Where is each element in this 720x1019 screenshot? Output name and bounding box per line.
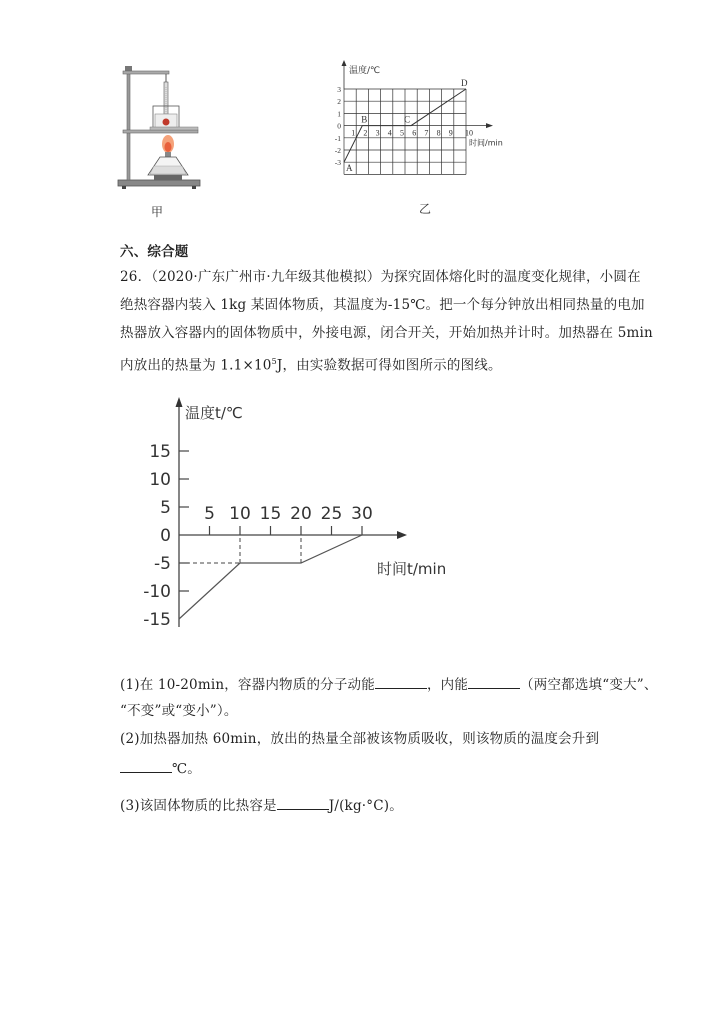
y-axis-label: 温度/℃ bbox=[349, 66, 381, 76]
x-axis-label: 时间t/min bbox=[377, 560, 447, 578]
x-tick-label: 15 bbox=[259, 504, 282, 524]
point-label: D bbox=[461, 78, 468, 88]
x-tick-label: 4 bbox=[387, 128, 392, 138]
q3-text-a: (3)该固体物质的比热容是 bbox=[120, 798, 277, 814]
x-tick-label: 10 bbox=[229, 504, 251, 524]
y-tick-label: 3 bbox=[337, 85, 341, 94]
x-tick-label: 10 bbox=[465, 128, 473, 138]
question-line-4-b: J，由实验数据可得如图所示的图线。 bbox=[276, 357, 502, 374]
y-tick-label: 1 bbox=[337, 109, 341, 119]
x-axis-arrow-icon bbox=[397, 531, 407, 539]
x-tick-label: 30 bbox=[351, 504, 373, 524]
y-axis-arrow-icon bbox=[176, 397, 183, 407]
y-tick-label: 0 bbox=[160, 526, 171, 546]
question-line-2: 绝热容器内装入 1kg 某固体物质，其温度为-15℃。把一个每分钟放出相同热量的电加 bbox=[120, 297, 645, 313]
x-tick-label: 8 bbox=[436, 128, 441, 138]
x-tick-label: 25 bbox=[320, 504, 343, 524]
point-label: A bbox=[346, 163, 353, 174]
x-tick-label: 1 bbox=[351, 128, 356, 138]
subquestion-3 bbox=[120, 797, 403, 814]
y-axis-arrow-icon bbox=[342, 60, 347, 66]
subquestion-1 bbox=[120, 676, 658, 693]
point-label: C bbox=[404, 114, 411, 125]
y-tick-label: -3 bbox=[334, 158, 341, 168]
y-tick-label: 5 bbox=[160, 498, 171, 518]
q1-text-b: ，内能 bbox=[426, 677, 469, 693]
x-tick-label: 7 bbox=[424, 128, 429, 138]
section-heading: 六、综合题 bbox=[120, 244, 189, 260]
x-tick-label: 5 bbox=[204, 504, 215, 524]
point-label: B bbox=[361, 114, 368, 125]
answer-blank-1[interactable] bbox=[375, 676, 427, 689]
y-tick-label: 2 bbox=[337, 97, 341, 107]
y-tick-label: 15 bbox=[149, 442, 171, 462]
x-tick-label: 20 bbox=[290, 504, 312, 524]
q1-text-a: (1)在 10-20min，容器内物质的分子动能 bbox=[120, 677, 375, 693]
question-line-4-a: 内放出的热量为 1.1×10 bbox=[120, 357, 272, 374]
question-line-4 bbox=[120, 354, 502, 374]
x-tick-label: 9 bbox=[448, 128, 453, 138]
q2-unit: ℃。 bbox=[172, 761, 202, 777]
chart-yi bbox=[332, 58, 522, 188]
heating-apparatus-figure bbox=[110, 62, 210, 192]
y-axis-label: 温度t/℃ bbox=[185, 404, 243, 422]
y-tick-label: -10 bbox=[143, 582, 171, 602]
y-tick-label: 10 bbox=[149, 470, 171, 490]
y-tick-label: -2 bbox=[334, 146, 341, 155]
exponent: 5 bbox=[271, 357, 277, 366]
subquestion-2: (2)加热器加热 60min，放出的热量全部被该物质吸收，则该物质的温度会升到 bbox=[120, 731, 600, 747]
answer-blank-3[interactable] bbox=[120, 760, 172, 773]
x-tick-label: 5 bbox=[400, 128, 404, 138]
x-axis-label: 时间/min bbox=[469, 138, 503, 148]
y-tick-label: -1 bbox=[334, 133, 341, 143]
series-line bbox=[179, 535, 362, 619]
x-tick-label: 2 bbox=[363, 128, 368, 138]
subquestion-1-line-2: “不变”或“变小”）。 bbox=[120, 703, 238, 719]
question-line-1: 26．（2020·广东广州市·九年级其他模拟）为探究固体熔化时的温度变化规律，小圆在 bbox=[120, 269, 641, 285]
answer-blank-4[interactable] bbox=[277, 797, 329, 810]
chart-main bbox=[135, 395, 460, 635]
question-line-3: 热器放入容器内的固体物质中，外接电源，闭合开关，开始加热并计时。加热器在 5min bbox=[120, 325, 653, 341]
y-tick-label: 0 bbox=[337, 121, 341, 131]
subquestion-2-line-2 bbox=[120, 760, 201, 777]
q3-text-b: J/(kg·°C)。 bbox=[328, 798, 403, 814]
x-tick-label: 6 bbox=[412, 128, 417, 138]
y-tick-label: -5 bbox=[154, 554, 171, 574]
y-tick-label: -15 bbox=[143, 610, 171, 630]
x-tick-label: 3 bbox=[375, 128, 380, 138]
q1-text-c: （两空都选填“变大”、 bbox=[520, 677, 658, 693]
figure-jia-caption: 甲 bbox=[151, 205, 164, 219]
figure-yi-caption: 乙 bbox=[419, 202, 432, 216]
answer-blank-2[interactable] bbox=[468, 676, 520, 689]
x-axis-arrow-icon bbox=[486, 123, 493, 128]
